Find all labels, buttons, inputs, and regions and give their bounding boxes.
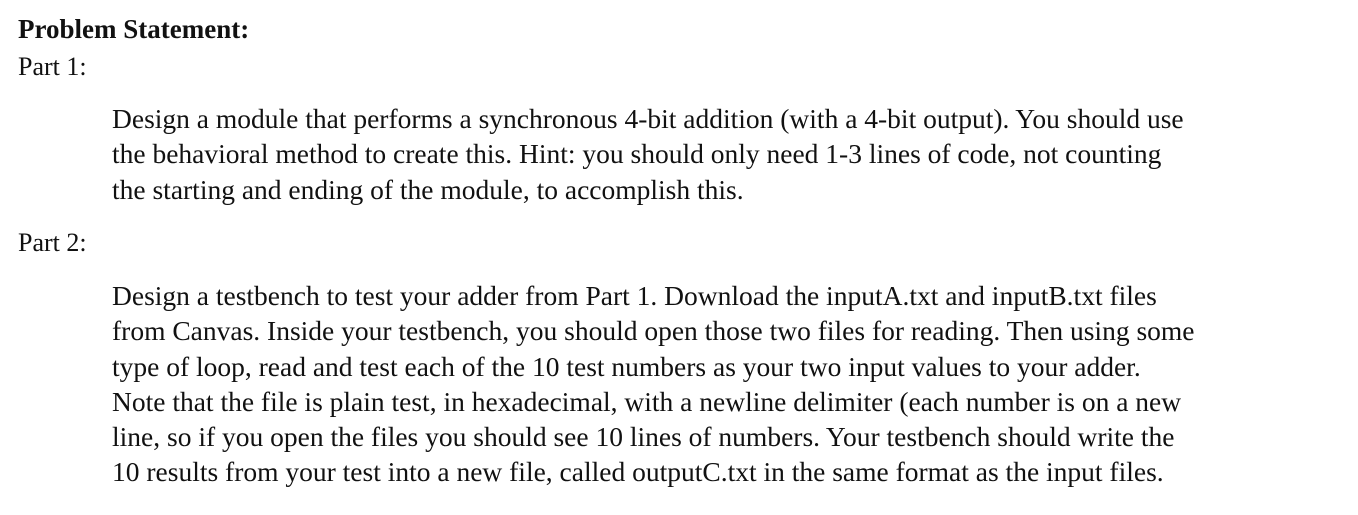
part-2-line: Note that the file is plain test, in hexadecimal, with a newline delimiter (each number is on a new (112, 385, 1182, 417)
part-2-line: type of loop, read and test each of the 10 test numbers as your two input values to your adder. (112, 350, 1141, 382)
part-1-line: the starting and ending of the module, to accomplish this. (112, 173, 744, 205)
part-1-description (112, 101, 1184, 207)
part-2-description (112, 278, 1195, 490)
problem-statement-heading: Problem Statement: (18, 14, 250, 44)
part-1-line: Design a module that performs a synchronous 4-bit addition (with a 4-bit output). You should use (112, 103, 1184, 134)
part-2-line: line, so if you open the files you should see 10 lines of numbers. Your testbench should write the (112, 421, 1175, 453)
part-1-label: Part 1: (18, 52, 87, 81)
part-2-line: from Canvas. Inside your testbench, you should open those two files for reading. Then using some (112, 315, 1195, 347)
part-2-line: 10 results from your test into a new file, called outputC.txt in the same format as the input files. (112, 456, 1164, 488)
part-2-line: Design a testbench to test your adder from Part 1. Download the inputA.txt and inputB.txt files (112, 280, 1157, 311)
part-2-label: Part 2: (18, 228, 87, 257)
part-1-line: the behavioral method to create this. Hint: you should only need 1-3 lines of code, not counting (112, 138, 1162, 170)
